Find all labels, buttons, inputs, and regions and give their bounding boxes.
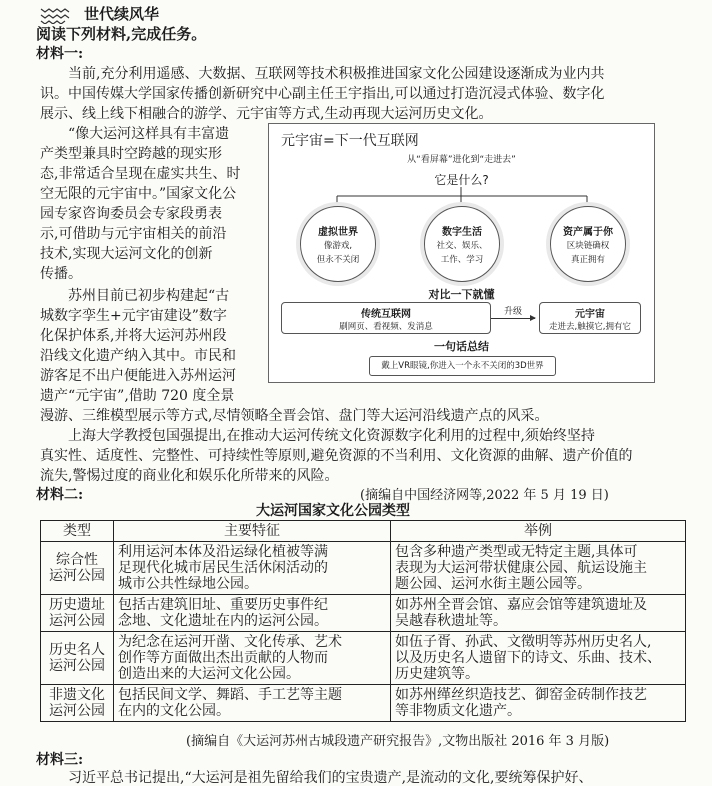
digital-life-circle xyxy=(424,206,500,282)
box-desc: 刷网页、看视频、发消息 xyxy=(339,322,433,332)
m1-p3-line: 游客足不出户便能进入苏州运河 xyxy=(40,368,236,384)
m1-p2-line: 传播。 xyxy=(40,266,82,282)
example-text: 表现为大运河带状健康公园、航运设施主 xyxy=(395,560,647,576)
m1-source: (摘编自中国经济网等,2022 年 5 月 19 日) xyxy=(360,488,609,503)
example-text: 如苏州缂丝织造技艺、御窑金砖制作技艺 xyxy=(395,687,647,703)
feature-text: 包括古建筑旧址、重要历史事件纪 xyxy=(118,597,328,613)
example-cell xyxy=(391,632,686,685)
example-text: 以及历史名人遗留下的诗文、乐曲、技术、 xyxy=(395,650,661,666)
type-cell xyxy=(41,685,114,722)
m1-p4-line: 上海大学教授包国强提出,在推动大运河传统文化资源数字化利用的过程中,须始终坚持 xyxy=(68,428,595,444)
m1-p2-line: 产类型兼具时空跨越的现实形 xyxy=(40,146,222,162)
type-cell xyxy=(41,595,114,632)
summary-box: 戴上VR眼镜,你进入一个永不关闭的3D世界 xyxy=(369,356,556,376)
example-text: 吴越春秋遗址等。 xyxy=(395,613,507,629)
diagram-title: 元宇宙=下一代互联网 xyxy=(281,133,419,149)
m1-p3-line: 苏州目前已初步构建起“古 xyxy=(68,288,230,304)
feature-text: 足现代化城市居民生活休闲活动的 xyxy=(118,560,328,576)
circle-title: 数字生活 xyxy=(442,227,482,238)
table-row xyxy=(41,685,686,722)
wave-decoration-icon xyxy=(40,6,70,24)
example-text: 包含多种遗产类型或无特定主题,具体可 xyxy=(395,544,638,560)
table-row xyxy=(41,632,686,685)
metaverse-box xyxy=(539,302,641,334)
type-text: 历史名人 xyxy=(49,642,105,658)
feature-text: 为纪念在运河开凿、文化传承、艺术 xyxy=(118,634,342,650)
metaverse-diagram xyxy=(268,123,655,383)
feature-text: 包括民间文学、舞蹈、手工艺等主题 xyxy=(118,687,342,703)
feature-text: 在内的文化公园。 xyxy=(118,703,230,719)
example-cell xyxy=(391,685,686,722)
example-text: 等非物质文化遗产。 xyxy=(395,703,521,719)
section-title: 世代续风华 xyxy=(84,5,160,23)
m1-p1-line: 展示、线上线下相融合的游学、元宇宙等方式,生动再现大运河历史文化。 xyxy=(40,106,493,122)
circle-desc: 社交、娱乐、 xyxy=(436,241,488,251)
m1-p4-line: 流失,警惕过度的商业化和娱乐化所带来的风险。 xyxy=(40,468,339,484)
m1-p3-line: 漫游、三维模型展示等方式,尽情领略全晋会馆、盘门等大运河沿线遗产点的风采。 xyxy=(40,408,549,424)
material3-label: 材料三: xyxy=(36,752,84,768)
table-title: 大运河国家文化公园类型 xyxy=(256,503,410,519)
feature-text: 利用运河本体及沿运绿化植被等满 xyxy=(118,544,328,560)
circle-title: 虚拟世界 xyxy=(318,227,358,238)
table-row xyxy=(41,595,686,632)
example-cell xyxy=(391,595,686,632)
box-title: 元宇宙 xyxy=(575,309,605,320)
m3-p1-line: 习近平总书记提出,“大运河是祖先留给我们的宝贵遗产,是流动的文化,要统筹保护好、 xyxy=(68,770,593,786)
example-text: 题公园、运河水街主题公园等。 xyxy=(395,576,591,592)
type-text: 运河公园 xyxy=(49,568,105,584)
m1-p2-line: 态,非常适合呈现在虚实共生、时 xyxy=(40,166,241,182)
header-cell: 类型 xyxy=(41,521,114,542)
upgrade-arrow-icon xyxy=(491,318,535,319)
m1-p2-line: 空无限的元宇宙中。”国家文化公 xyxy=(40,186,237,202)
type-text: 运河公园 xyxy=(49,613,105,629)
m1-p3-line: 城数字孪生+元宇宙建设”数字 xyxy=(40,308,227,324)
upgrade-label: 升级 xyxy=(503,307,522,317)
feature-cell xyxy=(114,542,391,595)
traditional-internet-box xyxy=(281,302,491,334)
example-text: 历史建筑等。 xyxy=(395,666,479,682)
m1-p4-line: 真实性、适度性、完整性、可持续性等原则,避免资源的不当利用、文化资源的曲解、遗产价值的 xyxy=(40,448,633,464)
feature-cell xyxy=(114,632,391,685)
m1-p3-line: 沿线文化遗产纳入其中。市民和 xyxy=(40,348,236,364)
circle-desc: 真正拥有 xyxy=(570,255,605,265)
type-cell xyxy=(41,542,114,595)
material1-label: 材料一: xyxy=(36,46,84,62)
type-cell xyxy=(41,632,114,685)
feature-cell xyxy=(114,595,391,632)
m1-p1-line: 识。中国传媒大学国家传播创新研究中心副主任王宇指出,可以通过打造沉浸式体验、数字化 xyxy=(40,86,605,102)
header-cell: 主要特征 xyxy=(114,521,391,542)
type-text: 非遗文化 xyxy=(49,687,105,703)
m1-p2-line: 技术,实现大运河文化的创新 xyxy=(40,246,213,262)
summary-heading: 一句话总结 xyxy=(434,340,489,353)
table-row xyxy=(41,542,686,595)
type-text: 运河公园 xyxy=(49,703,105,719)
box-title: 传统互联网 xyxy=(361,309,411,320)
example-cell xyxy=(391,542,686,595)
circle-title: 资产属于你 xyxy=(563,227,613,238)
compare-heading: 对比一下就懂 xyxy=(428,288,495,301)
m1-p2-line: 园专家咨询委员会专家段勇表 xyxy=(40,206,222,222)
circle-desc: 像游戏, xyxy=(323,241,353,251)
box-desc: 走进去,触摸它,拥有它 xyxy=(549,322,631,332)
m2-source: (摘编自《大运河苏州古城段遗产研究报告》,文物出版社 2016 年 3 月版) xyxy=(186,734,610,749)
feature-text: 创造出来的大运河文化公园。 xyxy=(118,666,300,682)
feature-text: 念地、文化遗址在内的运河公园。 xyxy=(118,613,328,629)
type-text: 历史遗址 xyxy=(49,597,105,613)
virtual-world-circle xyxy=(300,206,376,282)
m1-p2-line: “像大运河这样具有丰富遗 xyxy=(68,126,230,142)
type-text: 运河公园 xyxy=(49,658,105,674)
diagram-subtitle: 从“看屏幕”进化到“走进去” xyxy=(407,155,516,165)
park-type-table xyxy=(40,520,686,722)
instruction: 阅读下列材料,完成任务。 xyxy=(36,25,207,43)
m1-p2-line: 示,可借助与元宇宙相关的前沿 xyxy=(40,226,227,242)
diagram-question: 它是什么? xyxy=(434,173,489,187)
asset-ownership-circle xyxy=(550,206,626,282)
feature-text: 创作等方面做出杰出贡献的人物而 xyxy=(118,650,328,666)
feature-cell xyxy=(114,685,391,722)
circle-desc: 但永不关闭 xyxy=(316,255,360,265)
m1-p3-line: 遗产“元宇宙”,借助 720 度全景 xyxy=(40,388,235,404)
example-text: 如伍子胥、孙武、文徵明等苏州历史名人, xyxy=(395,634,652,650)
table-header-row xyxy=(41,521,686,542)
header-cell: 举例 xyxy=(391,521,686,542)
type-text: 综合性 xyxy=(56,552,98,568)
material2-label: 材料二: xyxy=(36,487,84,503)
m1-p1-line: 当前,充分利用遥感、大数据、互联网等技术积极推进国家文化公园建设逐渐成为业内共 xyxy=(68,66,605,82)
circle-desc: 区块链确权 xyxy=(566,241,610,251)
circle-desc: 工作、学习 xyxy=(440,255,484,265)
example-text: 如苏州全晋会馆、嘉应会馆等建筑遗址及 xyxy=(395,597,647,613)
feature-text: 城市公共性绿地公园。 xyxy=(118,576,258,592)
m1-p3-line: 化保护体系,并将大运河苏州段 xyxy=(40,328,227,344)
